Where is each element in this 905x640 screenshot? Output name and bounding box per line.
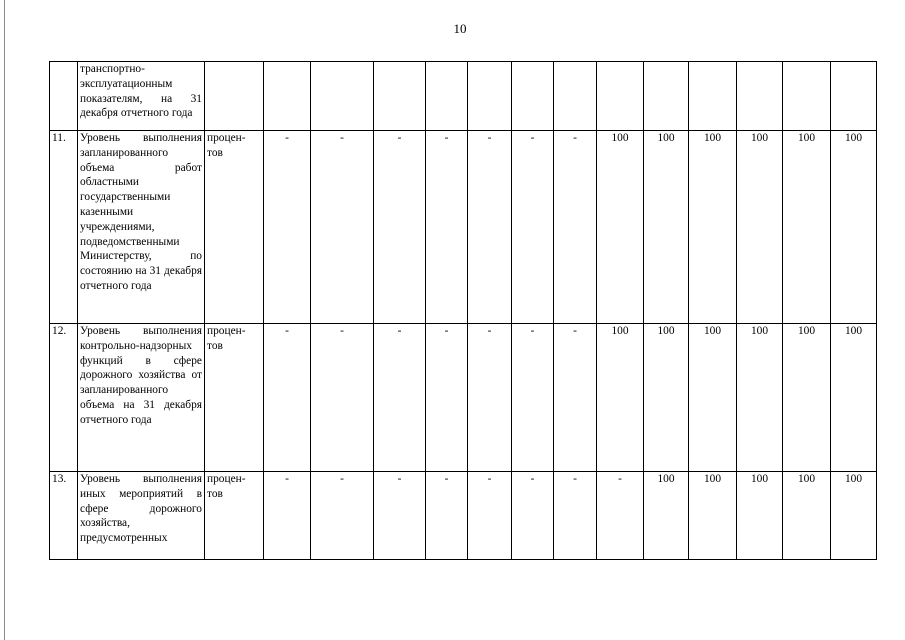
- value-cell: [597, 62, 644, 131]
- value-cell: -: [597, 472, 644, 560]
- value-cell: -: [554, 131, 597, 324]
- row-number: 11.: [50, 131, 78, 324]
- table-row: [50, 131, 877, 324]
- value-cell: [831, 62, 877, 131]
- value-cell: 100: [737, 324, 783, 472]
- value-cell: -: [512, 131, 554, 324]
- value-cell: -: [426, 324, 468, 472]
- page-number: 10: [453, 21, 467, 36]
- value-cell: -: [512, 472, 554, 560]
- row-number: [50, 62, 78, 131]
- value-cell: 100: [831, 472, 877, 560]
- value-cell: 100: [737, 472, 783, 560]
- value-cell: 100: [783, 324, 831, 472]
- indicator-name: транспортно-эксплуатационным показателям, на 31 декабря отчетного года: [78, 62, 205, 131]
- value-cell: [689, 62, 737, 131]
- value-cell: [783, 62, 831, 131]
- value-cell: -: [311, 472, 374, 560]
- value-cell: 100: [644, 324, 689, 472]
- value-cell: -: [264, 131, 311, 324]
- value-cell: 100: [689, 324, 737, 472]
- indicator-name: Уровень выполнения иных мероприятий в сфере дорожного хозяйства, предусмотренных: [78, 472, 205, 560]
- unit-cell: процен-тов: [205, 324, 264, 472]
- value-cell: 100: [737, 131, 783, 324]
- value-cell: -: [311, 324, 374, 472]
- value-cell: -: [554, 324, 597, 472]
- value-cell: -: [426, 472, 468, 560]
- value-cell: [468, 62, 512, 131]
- value-cell: 100: [597, 131, 644, 324]
- value-cell: -: [468, 472, 512, 560]
- value-cell: 100: [644, 472, 689, 560]
- value-cell: -: [468, 324, 512, 472]
- unit-cell: процен-тов: [205, 472, 264, 560]
- value-cell: [426, 62, 468, 131]
- value-cell: [512, 62, 554, 131]
- value-cell: -: [554, 472, 597, 560]
- value-cell: -: [374, 324, 426, 472]
- row-number: 12.: [50, 324, 78, 472]
- value-cell: -: [512, 324, 554, 472]
- table-row: [50, 62, 877, 131]
- value-cell: -: [264, 324, 311, 472]
- value-cell: -: [264, 472, 311, 560]
- indicator-name: Уровень выполнения запланированного объема работ областными государственными казенными учреждениями, подведомственными Министерству, по состоянию на 31 декабря отчетного года: [78, 131, 205, 324]
- value-cell: [644, 62, 689, 131]
- value-cell: -: [374, 131, 426, 324]
- value-cell: 100: [831, 131, 877, 324]
- value-cell: 100: [689, 131, 737, 324]
- indicator-name: Уровень выполнения контрольно-надзорных функций в сфере дорожного хозяйства от запланированного объема на 31 декабря отчетного года: [78, 324, 205, 472]
- value-cell: [554, 62, 597, 131]
- value-cell: 100: [597, 324, 644, 472]
- indicators-table: [49, 61, 877, 560]
- value-cell: -: [311, 131, 374, 324]
- value-cell: 100: [783, 472, 831, 560]
- row-number: 13.: [50, 472, 78, 560]
- value-cell: -: [426, 131, 468, 324]
- unit-cell: [205, 62, 264, 131]
- value-cell: [264, 62, 311, 131]
- value-cell: 100: [831, 324, 877, 472]
- value-cell: -: [374, 472, 426, 560]
- value-cell: 100: [783, 131, 831, 324]
- value-cell: [737, 62, 783, 131]
- value-cell: 100: [689, 472, 737, 560]
- left-margin-rule: [4, 0, 5, 640]
- value-cell: 100: [644, 131, 689, 324]
- unit-cell: процен-тов: [205, 131, 264, 324]
- value-cell: [311, 62, 374, 131]
- value-cell: -: [468, 131, 512, 324]
- table-row: [50, 472, 877, 560]
- value-cell: [374, 62, 426, 131]
- table-row: [50, 324, 877, 472]
